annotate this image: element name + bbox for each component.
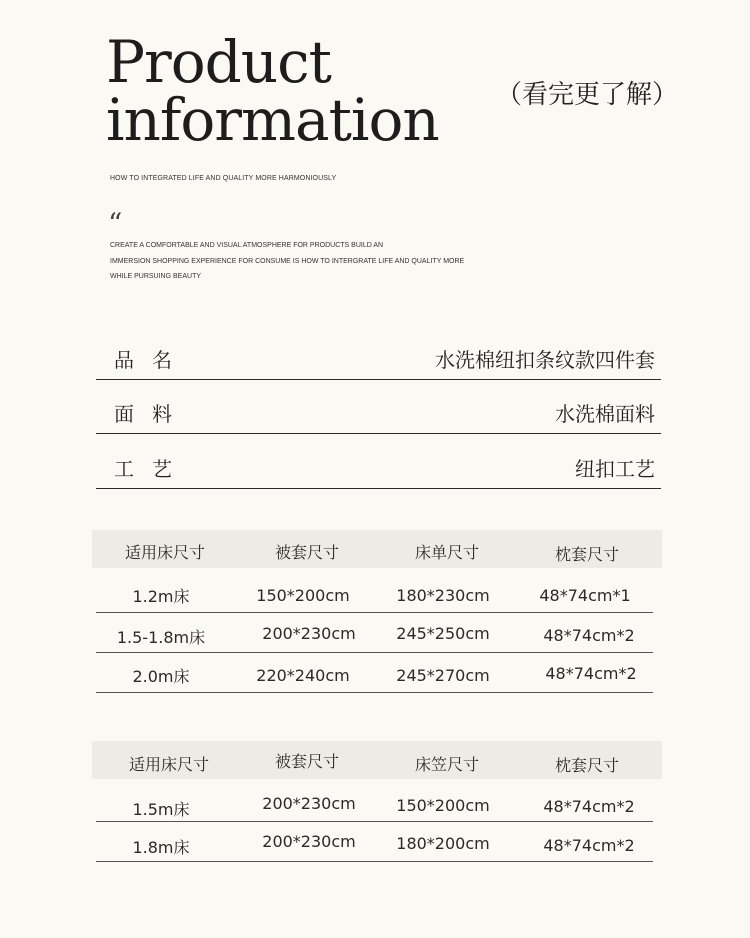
table-cell: 200*230cm [262, 832, 356, 851]
subtitle-cn: （看完更了解） [496, 80, 679, 110]
table-header [92, 530, 662, 568]
info-row-fabric [96, 379, 661, 434]
table-cell: 150*200cm [396, 796, 490, 815]
table-cell: 200*230cm [262, 794, 356, 813]
table-cell: 220*240cm [256, 666, 350, 685]
header-cell: 被套尺寸 [274, 543, 339, 562]
description-line: CREATE A COMFORTABLE AND VISUAL ATMOSPHERE FOR PRODUCTS BUILD AN [110, 242, 384, 249]
info-value: 纽扣工艺 [575, 457, 655, 481]
info-label: 品名 [114, 348, 190, 372]
info-label: 工艺 [114, 457, 190, 481]
table-cell: 48*74cm*2 [545, 664, 637, 683]
title-product: Product [106, 28, 331, 96]
header-cell: 枕套尺寸 [554, 756, 619, 775]
size-table-1 [92, 530, 662, 695]
info-row-craft [96, 434, 661, 489]
table-row [96, 821, 653, 862]
table-cell: 1.8m床 [132, 838, 190, 857]
description-line: IMMERSION SHOPPING EXPERIENCE FOR CONSUME IS HOW TO INTERGRATE LIFE AND QUALITY MORE [110, 258, 465, 265]
tagline: HOW TO INTEGRATED LIFE AND QUALITY MORE HARMONIOUSLY [110, 175, 337, 182]
table-cell: 2.0m床 [132, 667, 190, 686]
table-cell: 48*74cm*2 [543, 626, 635, 645]
header-cell: 适用床尺寸 [128, 755, 209, 774]
table-row [96, 781, 653, 822]
table-row [96, 572, 653, 613]
quote-icon: “ [108, 207, 123, 240]
table-cell: 48*74cm*2 [543, 836, 635, 855]
description-line: WHILE PURSUING BEAUTY [110, 273, 202, 280]
title-information: information [106, 86, 439, 154]
table-cell: 180*200cm [396, 834, 490, 853]
header-cell: 床单尺寸 [414, 543, 479, 562]
table-cell: 245*250cm [396, 624, 490, 643]
table-row [96, 612, 653, 653]
header-cell: 被套尺寸 [274, 752, 339, 771]
table-cell: 1.5m床 [132, 800, 190, 819]
header-cell: 床笠尺寸 [414, 755, 479, 774]
header-cell: 适用床尺寸 [124, 543, 205, 562]
info-value: 水洗棉纽扣条纹款四件套 [435, 348, 655, 372]
table-cell: 1.5-1.8m床 [116, 628, 206, 647]
table-cell: 180*230cm [396, 586, 490, 605]
table-cell: 245*270cm [396, 666, 490, 685]
info-row-product-name [96, 325, 661, 380]
table-cell: 150*200cm [256, 586, 350, 605]
table-cell: 48*74cm*2 [543, 797, 635, 816]
size-table-2 [92, 741, 662, 866]
table-header [92, 741, 662, 779]
table-row [96, 652, 653, 693]
info-label: 面料 [114, 402, 190, 426]
table-cell: 200*230cm [262, 624, 356, 643]
info-value: 水洗棉面料 [555, 402, 655, 426]
table-cell: 48*74cm*1 [539, 586, 631, 605]
header-cell: 枕套尺寸 [554, 545, 619, 564]
table-cell: 1.2m床 [132, 587, 190, 606]
